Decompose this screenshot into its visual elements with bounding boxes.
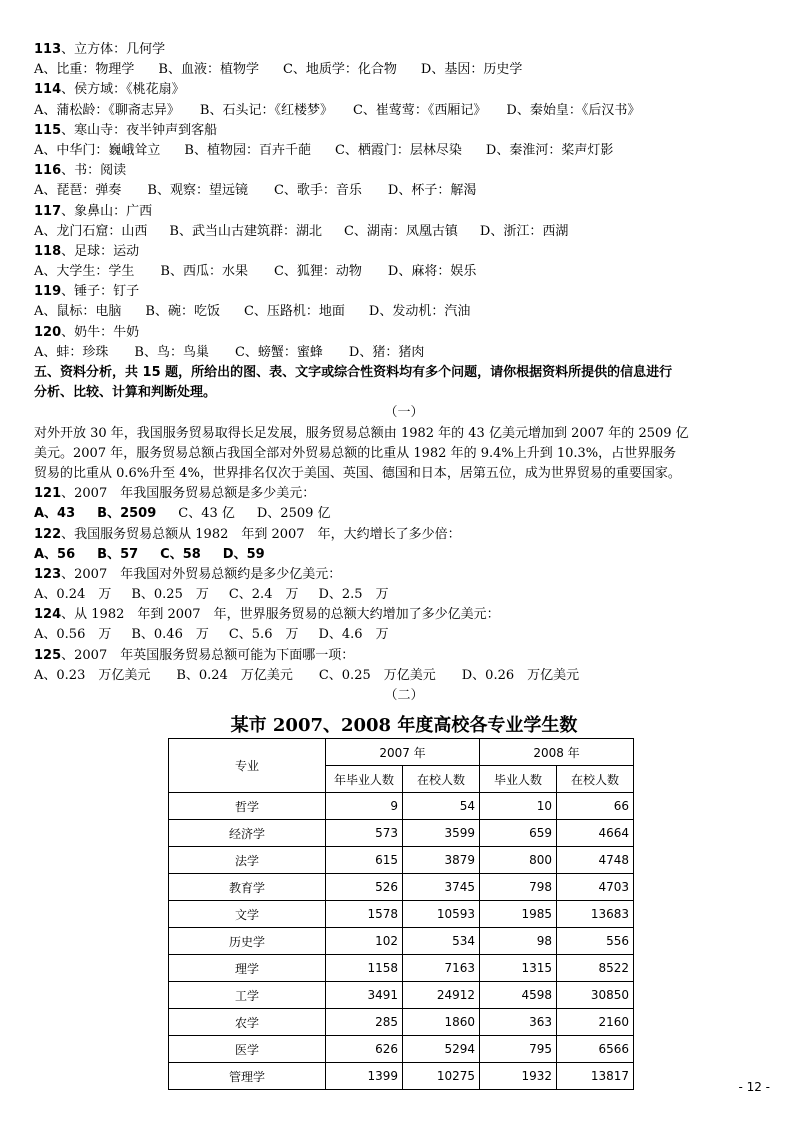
answer-option[interactable]: A、0.56 万 bbox=[34, 627, 112, 643]
major-name-cell: 工学 bbox=[169, 982, 326, 1009]
value-cell: 1860 bbox=[403, 1009, 480, 1036]
table-row bbox=[169, 1009, 634, 1036]
table-title: 某市 2007、2008 年度高校各专业学生数 bbox=[230, 715, 578, 737]
question-number: 121 bbox=[34, 486, 62, 502]
major-name-cell: 理学 bbox=[169, 955, 326, 982]
answer-option[interactable]: C、0.25 万亿美元 bbox=[318, 667, 436, 683]
question-text: 、2007 年我国服务贸易总额是多少美元： bbox=[61, 486, 316, 502]
value-cell: 98 bbox=[480, 928, 557, 955]
value-cell: 13817 bbox=[557, 1063, 634, 1090]
value-cell: 626 bbox=[326, 1036, 403, 1063]
section-five-title-line1: 五、资料分析，共 15 题，所给出的图、表、文字或综合性资料均有多个问题，请你根据资料所提供的信息进行 bbox=[34, 365, 673, 380]
answer-option[interactable]: C、狐狸：动物 bbox=[273, 264, 362, 280]
answer-option[interactable]: B、武当山古建筑群：湖北 bbox=[169, 223, 322, 239]
sub-header-2007-graduates: 年毕业人数 bbox=[326, 766, 403, 793]
major-name-cell: 法学 bbox=[169, 847, 326, 874]
value-cell: 4703 bbox=[557, 874, 634, 901]
year-2007-header: 2007 年 bbox=[326, 739, 480, 766]
value-cell: 363 bbox=[480, 1009, 557, 1036]
answer-option[interactable]: C、歌手：音乐 bbox=[273, 183, 362, 199]
table-row bbox=[169, 820, 634, 847]
value-cell: 800 bbox=[480, 847, 557, 874]
major-name-cell: 农学 bbox=[169, 1009, 326, 1036]
question-number: 120 bbox=[34, 324, 62, 340]
value-cell: 1932 bbox=[480, 1063, 557, 1090]
answer-options bbox=[34, 545, 774, 565]
value-cell: 3745 bbox=[403, 874, 480, 901]
question-stem bbox=[34, 242, 774, 262]
question-number: 123 bbox=[34, 566, 62, 582]
answer-option[interactable]: D、4.6 万 bbox=[318, 627, 389, 643]
answer-option[interactable]: D、0.26 万亿美元 bbox=[461, 667, 580, 683]
answer-option[interactable]: A、0.23 万亿美元 bbox=[34, 667, 151, 683]
value-cell: 13683 bbox=[557, 901, 634, 928]
value-cell: 2160 bbox=[557, 1009, 634, 1036]
question-number: 117 bbox=[34, 203, 62, 219]
value-cell: 1315 bbox=[480, 955, 557, 982]
answer-option[interactable]: B、0.24 万亿美元 bbox=[176, 667, 293, 683]
answer-option[interactable]: C、湖南：凤凰古镇 bbox=[343, 223, 458, 239]
answer-options bbox=[34, 302, 774, 322]
page-number: - 12 - bbox=[738, 1080, 770, 1094]
answer-option[interactable]: B、石头记：《红楼梦》 bbox=[199, 102, 333, 118]
part-one-heading: （一） bbox=[384, 405, 424, 421]
question-number: 122 bbox=[34, 526, 62, 542]
question-stem bbox=[34, 202, 774, 222]
question-number: 125 bbox=[34, 647, 62, 663]
analogy-questions bbox=[34, 40, 774, 363]
question-text: 、2007 年我国对外贸易总额约是多少亿美元： bbox=[61, 566, 342, 582]
table-row bbox=[169, 901, 634, 928]
question-stem bbox=[34, 484, 774, 504]
year-2008-header: 2008 年 bbox=[480, 739, 634, 766]
answer-option[interactable]: D、杯子：解渴 bbox=[387, 183, 477, 199]
part-one-paragraph-line3: 贸易的比重从 0.6%升至 4%，世界排名仅次于美国、英国、德国和日本，居第五位，成为世界贸易的重要国家。 bbox=[34, 465, 681, 481]
value-cell: 10275 bbox=[403, 1063, 480, 1090]
table-row bbox=[169, 847, 634, 874]
answer-option[interactable]: D、秦始皇：《后汉书》 bbox=[506, 102, 641, 118]
value-cell: 54 bbox=[403, 793, 480, 820]
question-stem bbox=[34, 80, 774, 100]
answer-option[interactable]: C、崔莺莺：《西厢记》 bbox=[352, 102, 487, 118]
value-cell: 285 bbox=[326, 1009, 403, 1036]
value-cell: 10593 bbox=[403, 901, 480, 928]
answer-option[interactable]: C、2.4 万 bbox=[228, 587, 299, 603]
major-name-cell: 医学 bbox=[169, 1036, 326, 1063]
major-name-cell: 哲学 bbox=[169, 793, 326, 820]
question-stem bbox=[34, 646, 774, 666]
answer-options bbox=[34, 141, 774, 161]
answer-option[interactable]: D、基因：历史学 bbox=[420, 62, 523, 78]
question-stem bbox=[34, 282, 774, 302]
answer-option[interactable]: B、血液：植物学 bbox=[158, 62, 259, 78]
answer-option[interactable]: C、5.6 万 bbox=[228, 627, 299, 643]
answer-option[interactable]: B、西瓜：水果 bbox=[160, 264, 248, 280]
answer-option[interactable]: A、比重：物理学 bbox=[34, 62, 135, 78]
answer-options bbox=[34, 222, 774, 242]
part-two-heading: （二） bbox=[384, 688, 424, 704]
value-cell: 1158 bbox=[326, 955, 403, 982]
question-stem bbox=[34, 525, 774, 545]
question-text: 、立方体：几何学 bbox=[61, 42, 166, 57]
answer-option[interactable]: D、秦淮河：桨声灯影 bbox=[485, 142, 614, 158]
answer-options bbox=[34, 60, 774, 80]
answer-option[interactable]: A、中华门：巍峨耸立 bbox=[34, 142, 161, 158]
answer-options bbox=[34, 666, 774, 686]
question-text: 、寒山寺：夜半钟声到客船 bbox=[61, 122, 218, 138]
question-stem bbox=[34, 605, 774, 625]
question-number: 124 bbox=[34, 607, 62, 623]
question-stem bbox=[34, 565, 774, 585]
answer-option[interactable]: C、58 bbox=[160, 546, 201, 562]
question-text: 、书：阅读 bbox=[61, 163, 127, 179]
table-row bbox=[169, 982, 634, 1009]
value-cell: 4664 bbox=[557, 820, 634, 847]
answer-options bbox=[34, 181, 774, 201]
major-name-cell: 经济学 bbox=[169, 820, 326, 847]
answer-options bbox=[34, 625, 774, 645]
question-number: 116 bbox=[34, 163, 62, 179]
answer-option[interactable]: D、2.5 万 bbox=[318, 587, 389, 603]
question-text: 、我国服务贸易总额从 1982 年到 2007 年，大约增长了多少倍： bbox=[61, 526, 461, 542]
answer-option[interactable]: B、观察：望远镜 bbox=[147, 183, 248, 199]
value-cell: 526 bbox=[326, 874, 403, 901]
question-number: 114 bbox=[34, 82, 62, 98]
part-one-paragraph-line2: 美元。2007 年，服务贸易总额占我国全部对外贸易总额的比重从 1982 年的 9.4%上升到 10.3%，占世界服务 bbox=[34, 445, 677, 461]
question-number: 113 bbox=[34, 42, 62, 57]
table-row bbox=[169, 1036, 634, 1063]
answer-option[interactable]: A、鼠标：电脑 bbox=[34, 304, 122, 320]
question-stem bbox=[34, 161, 774, 181]
question-text: 、奶牛：牛奶 bbox=[61, 324, 140, 340]
value-cell: 556 bbox=[557, 928, 634, 955]
answer-option[interactable]: A、43 bbox=[34, 506, 76, 522]
answer-option[interactable]: A、琵琶：弹奏 bbox=[34, 183, 122, 199]
answer-option[interactable]: B、0.46 万 bbox=[131, 627, 209, 643]
question-text: 、象鼻山：广西 bbox=[61, 203, 153, 219]
value-cell: 659 bbox=[480, 820, 557, 847]
answer-option[interactable]: D、猪：猪肉 bbox=[348, 344, 425, 360]
major-name-cell: 教育学 bbox=[169, 874, 326, 901]
data-analysis-questions bbox=[34, 484, 774, 686]
value-cell: 66 bbox=[557, 793, 634, 820]
value-cell: 1399 bbox=[326, 1063, 403, 1090]
question-number: 115 bbox=[34, 122, 62, 138]
question-text: 、侯方域：《桃花扇》 bbox=[61, 82, 185, 98]
part-one-paragraph-line1: 对外开放 30 年，我国服务贸易取得长足发展，服务贸易总额由 1982 年的 43 亿美元增加到 2007 年的 2509 亿 bbox=[34, 425, 689, 441]
question-text: 、锤子：钉子 bbox=[61, 284, 140, 300]
answer-options bbox=[34, 504, 774, 524]
answer-option[interactable]: D、2509 亿 bbox=[256, 506, 331, 522]
answer-options bbox=[34, 585, 774, 605]
value-cell: 10 bbox=[480, 793, 557, 820]
major-name-cell: 历史学 bbox=[169, 928, 326, 955]
answer-option[interactable]: A、56 bbox=[34, 546, 76, 562]
table-header-row-years bbox=[169, 739, 634, 766]
answer-option[interactable]: C、螃蟹：蜜蜂 bbox=[234, 344, 323, 360]
major-name-cell: 文学 bbox=[169, 901, 326, 928]
value-cell: 8522 bbox=[557, 955, 634, 982]
answer-option[interactable]: B、碗：吃饭 bbox=[145, 304, 220, 320]
table-body bbox=[169, 793, 634, 1090]
value-cell: 4748 bbox=[557, 847, 634, 874]
table-row bbox=[169, 928, 634, 955]
table-row bbox=[169, 955, 634, 982]
answer-option[interactable]: A、0.24 万 bbox=[34, 587, 112, 603]
value-cell: 1578 bbox=[326, 901, 403, 928]
answer-option[interactable]: C、地质学：化合物 bbox=[282, 62, 397, 78]
answer-option[interactable]: A、蚌：珍珠 bbox=[34, 344, 109, 360]
student-stats-table bbox=[168, 738, 634, 1090]
question-stem bbox=[34, 323, 774, 343]
sub-header-2008-graduates: 毕业人数 bbox=[480, 766, 557, 793]
value-cell: 5294 bbox=[403, 1036, 480, 1063]
answer-options bbox=[34, 101, 774, 121]
value-cell: 615 bbox=[326, 847, 403, 874]
answer-option[interactable]: B、鸟：鸟巢 bbox=[134, 344, 209, 360]
sub-header-2008-enrolled: 在校人数 bbox=[557, 766, 634, 793]
major-column-header: 专业 bbox=[169, 739, 326, 793]
question-stem bbox=[34, 121, 774, 141]
question-stem bbox=[34, 40, 774, 60]
value-cell: 3879 bbox=[403, 847, 480, 874]
value-cell: 1985 bbox=[480, 901, 557, 928]
answer-option[interactable]: B、57 bbox=[97, 546, 139, 562]
answer-option[interactable]: B、0.25 万 bbox=[131, 587, 209, 603]
value-cell: 30850 bbox=[557, 982, 634, 1009]
value-cell: 102 bbox=[326, 928, 403, 955]
value-cell: 798 bbox=[480, 874, 557, 901]
answer-options bbox=[34, 262, 774, 282]
answer-option[interactable]: D、浙江：西湖 bbox=[479, 223, 569, 239]
section-five-title-line2: 分析、比较、计算和判断处理。 bbox=[34, 385, 217, 401]
question-text: 、从 1982 年到 2007 年，世界服务贸易的总额大约增加了多少亿美元： bbox=[61, 607, 500, 623]
answer-option[interactable]: A、大学生：学生 bbox=[34, 264, 135, 280]
answer-option[interactable]: C、栖霞门：层林尽染 bbox=[334, 142, 462, 158]
value-cell: 573 bbox=[326, 820, 403, 847]
question-number: 119 bbox=[34, 284, 62, 300]
table-row bbox=[169, 1063, 634, 1090]
value-cell: 3599 bbox=[403, 820, 480, 847]
value-cell: 9 bbox=[326, 793, 403, 820]
answer-option[interactable]: A、龙门石窟：山西 bbox=[34, 223, 148, 239]
answer-option[interactable]: C、43 亿 bbox=[178, 506, 235, 522]
value-cell: 4598 bbox=[480, 982, 557, 1009]
value-cell: 7163 bbox=[403, 955, 480, 982]
sub-header-2007-enrolled: 在校人数 bbox=[403, 766, 480, 793]
question-number: 118 bbox=[34, 243, 62, 259]
table-row bbox=[169, 793, 634, 820]
question-text: 、2007 年英国服务贸易总额可能为下面哪一项： bbox=[61, 647, 355, 663]
value-cell: 6566 bbox=[557, 1036, 634, 1063]
answer-option[interactable]: D、麻将：娱乐 bbox=[387, 264, 477, 280]
answer-option[interactable]: D、发动机：汽油 bbox=[368, 304, 471, 320]
answer-option[interactable]: B、2509 bbox=[97, 506, 157, 522]
answer-option[interactable]: C、压路机：地面 bbox=[243, 304, 345, 320]
value-cell: 24912 bbox=[403, 982, 480, 1009]
table-row bbox=[169, 874, 634, 901]
document-page bbox=[34, 40, 774, 740]
major-name-cell: 管理学 bbox=[169, 1063, 326, 1090]
value-cell: 534 bbox=[403, 928, 480, 955]
answer-option[interactable]: B、植物园：百卉千葩 bbox=[184, 142, 311, 158]
answer-options bbox=[34, 343, 774, 363]
answer-option[interactable]: A、蒲松龄：《聊斋志异》 bbox=[34, 102, 180, 118]
value-cell: 3491 bbox=[326, 982, 403, 1009]
value-cell: 795 bbox=[480, 1036, 557, 1063]
question-text: 、足球：运动 bbox=[61, 243, 140, 259]
answer-option[interactable]: D、59 bbox=[222, 546, 265, 562]
